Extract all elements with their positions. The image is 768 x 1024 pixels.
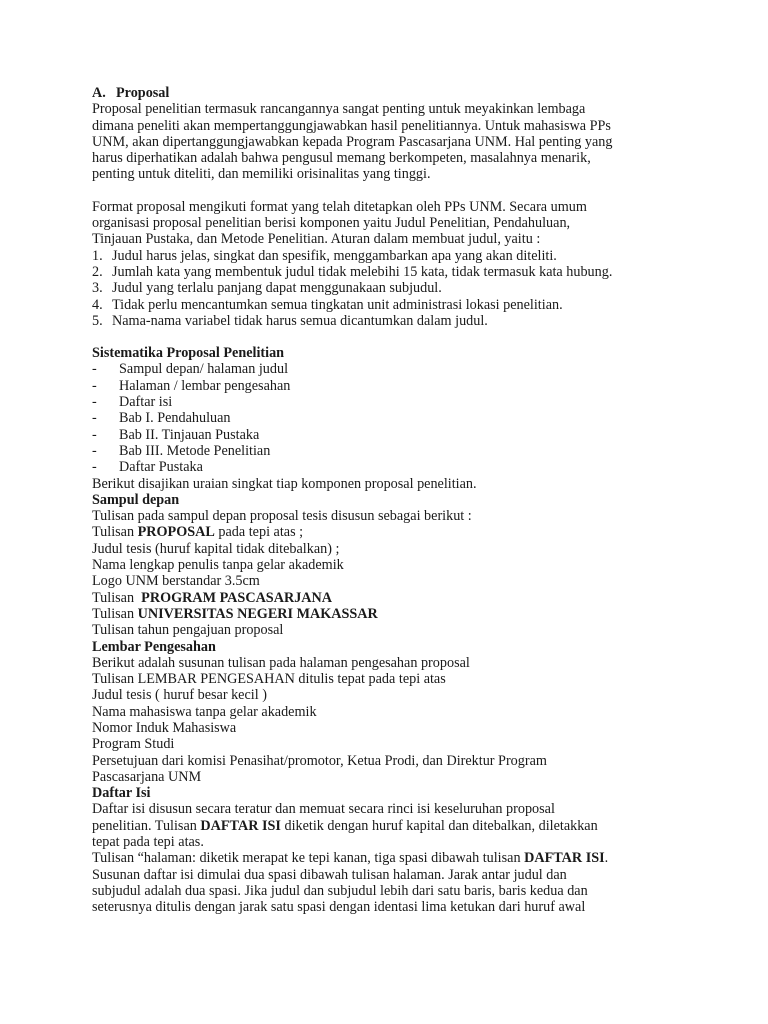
dash-marker: - [92,426,97,443]
bold-run: UNIVERSITAS NEGERI MAKASSAR [137,605,378,622]
list-item-text: Daftar isi [119,394,173,411]
paragraph-line: penting untuk diteliti, dan memiliki orisinalitas yang tinggi. [92,166,431,183]
paragraph-line: Pascasarjana UNM [92,768,202,785]
list-item [92,378,692,394]
text-run: Tulisan [92,605,138,622]
paragraph-line: seterusnya ditulis dengan jarak satu spasi dengan identasi lima ketukan dari huruf awal [92,899,586,916]
daftar-isi-heading [92,785,692,801]
bold-run: PROGRAM PASCASARJANA [141,589,333,606]
text-run: Tulisan [92,589,142,606]
rule-item [92,313,692,329]
paragraph-line: Tulisan tahun pengajuan proposal [92,622,284,639]
paragraph-line: Susunan daftar isi dimulai dua spasi dibawah tulisan halaman. Jarak antar judul dan [92,866,567,883]
paragraph-line [92,850,692,866]
rule-number: 5. [92,312,103,329]
list-item-text: Sampul depan/ halaman judul [119,361,289,378]
sistematika-heading [92,345,692,361]
dash-marker: - [92,361,97,378]
dash-marker: - [92,442,97,459]
dash-marker: - [92,459,97,476]
paragraph-line: Berikut disajikan uraian singkat tiap komponen proposal penelitian. [92,475,477,492]
paragraph-line [92,606,692,622]
list-item [92,427,692,443]
rule-item [92,248,692,264]
text-run: . [604,850,609,867]
rule-text: Judul yang terlalu panjang dapat menggunakaan subjudul. [112,280,442,297]
section-label: A. [92,85,106,101]
rule-number: 4. [92,296,103,313]
rule-text: Tidak perlu mencantumkan semua tingkatan unit administrasi lokasi penelitian. [112,296,563,313]
paragraph-line: Program Studi [92,736,175,753]
text-run: diketik dengan huruf kapital dan ditebalkan, diletakkan [280,817,598,834]
lembar-heading [92,639,692,655]
daftar-isi-title: Daftar Isi [92,785,151,802]
paragraph-line: Daftar isi disusun secara teratur dan memuat secara rinci isi keseluruhan proposal [92,801,555,818]
list-item [92,394,692,410]
paragraph-line [92,818,692,834]
text-run: penelitian. Tulisan [92,817,201,834]
text-run: Tulisan [92,524,138,541]
paragraph-line: Persetujuan dari komisi Penasihat/promotor, Ketua Prodi, dan Direktur Program [92,752,547,769]
paragraph-line: tepat pada tepi atas. [92,834,204,851]
list-item-text: Halaman / lembar pengesahan [119,377,291,394]
paragraph-line: Judul tesis (huruf kapital tidak ditebalkan) ; [92,540,340,557]
paragraph-line: organisasi proposal penelitian berisi komponen yaitu Judul Penelitian, Pendahuluan, [92,215,571,232]
paragraph-line: Judul tesis ( huruf besar kecil ) [92,687,267,704]
paragraph-line: subjudul adalah dua spasi. Jika judul dan subjudul lebih dari satu baris, baris kedua dan [92,882,588,899]
sampul-heading [92,492,692,508]
dash-marker: - [92,377,97,394]
paragraph-line [92,524,692,540]
paragraph-gap [92,183,692,199]
paragraph-line: Tulisan LEMBAR PENGESAHAN ditulis tepat pada tepi atas [92,671,446,688]
lembar-title: Lembar Pengesahan [92,638,216,655]
sampul-title: Sampul depan [92,491,180,508]
rule-item [92,297,692,313]
rule-item [92,280,692,296]
paragraph-line: Tinjauan Pustaka, dan Metode Penelitian. Aturan dalam membuat judul, yaitu : [92,231,541,248]
rule-item [92,264,692,280]
rule-text: Nama-nama variabel tidak harus semua dicantumkan dalam judul. [112,312,488,329]
paragraph-line: Logo UNM berstandar 3.5cm [92,573,260,590]
paragraph-line: Nama lengkap penulis tanpa gelar akademik [92,557,344,574]
rule-number: 1. [92,247,103,264]
bold-run: DAFTAR ISI [524,850,605,867]
dash-marker: - [92,394,97,411]
rule-number: 3. [92,280,103,297]
paragraph-line: dimana peneliti akan mempertanggungjawabkan hasil penelitiannya. Untuk mahasiswa PPs [92,117,611,134]
list-item [92,459,692,475]
paragraph-gap [92,329,692,345]
list-item-text: Bab I. Pendahuluan [119,410,231,427]
list-item [92,361,692,377]
text-run: pada tepi atas ; [214,524,304,541]
paragraph-line: Berikut adalah susunan tulisan pada halaman pengesahan proposal [92,654,470,671]
paragraph-line: UNM, akan dipertanggungjawabkan kepada Program Pascasarjana UNM. Hal penting yang [92,133,613,150]
document-page [92,85,692,916]
bold-run: DAFTAR ISI [200,817,281,834]
list-item [92,443,692,459]
paragraph-line [92,590,692,606]
paragraph-line: Format proposal mengikuti format yang telah ditetapkan oleh PPs UNM. Secara umum [92,198,587,215]
sistematika-title: Sistematika Proposal Penelitian [92,345,285,362]
rule-text: Judul harus jelas, singkat dan spesifik, menggambarkan apa yang akan diteliti. [112,247,557,264]
section-heading [92,85,692,101]
rule-text: Jumlah kata yang membentuk judul tidak melebihi 15 kata, tidak termasuk kata hubung. [112,263,613,280]
list-item-text: Bab III. Metode Penelitian [119,442,271,459]
paragraph-line: Tulisan pada sampul depan proposal tesis disusun sebagai berikut : [92,508,472,525]
list-item [92,410,692,426]
paragraph-line: Nomor Induk Mahasiswa [92,719,237,736]
list-item-text: Daftar Pustaka [119,459,203,476]
paragraph-line: Nama mahasiswa tanpa gelar akademik [92,703,317,720]
paragraph-line: harus diperhatikan adalah bahwa pengusul memang berkompeten, masalahnya menarik, [92,150,591,167]
rule-number: 2. [92,263,103,280]
section-title: Proposal [116,85,170,101]
paragraph-line: Proposal penelitian termasuk rancangannya sangat penting untuk meyakinkan lembaga [92,101,586,118]
bold-run: PROPOSAL [137,524,215,541]
text-run: Tulisan “halaman: diketik merapat ke tepi kanan, tiga spasi dibawah tulisan [92,850,525,867]
dash-marker: - [92,410,97,427]
list-item-text: Bab II. Tinjauan Pustaka [119,426,260,443]
